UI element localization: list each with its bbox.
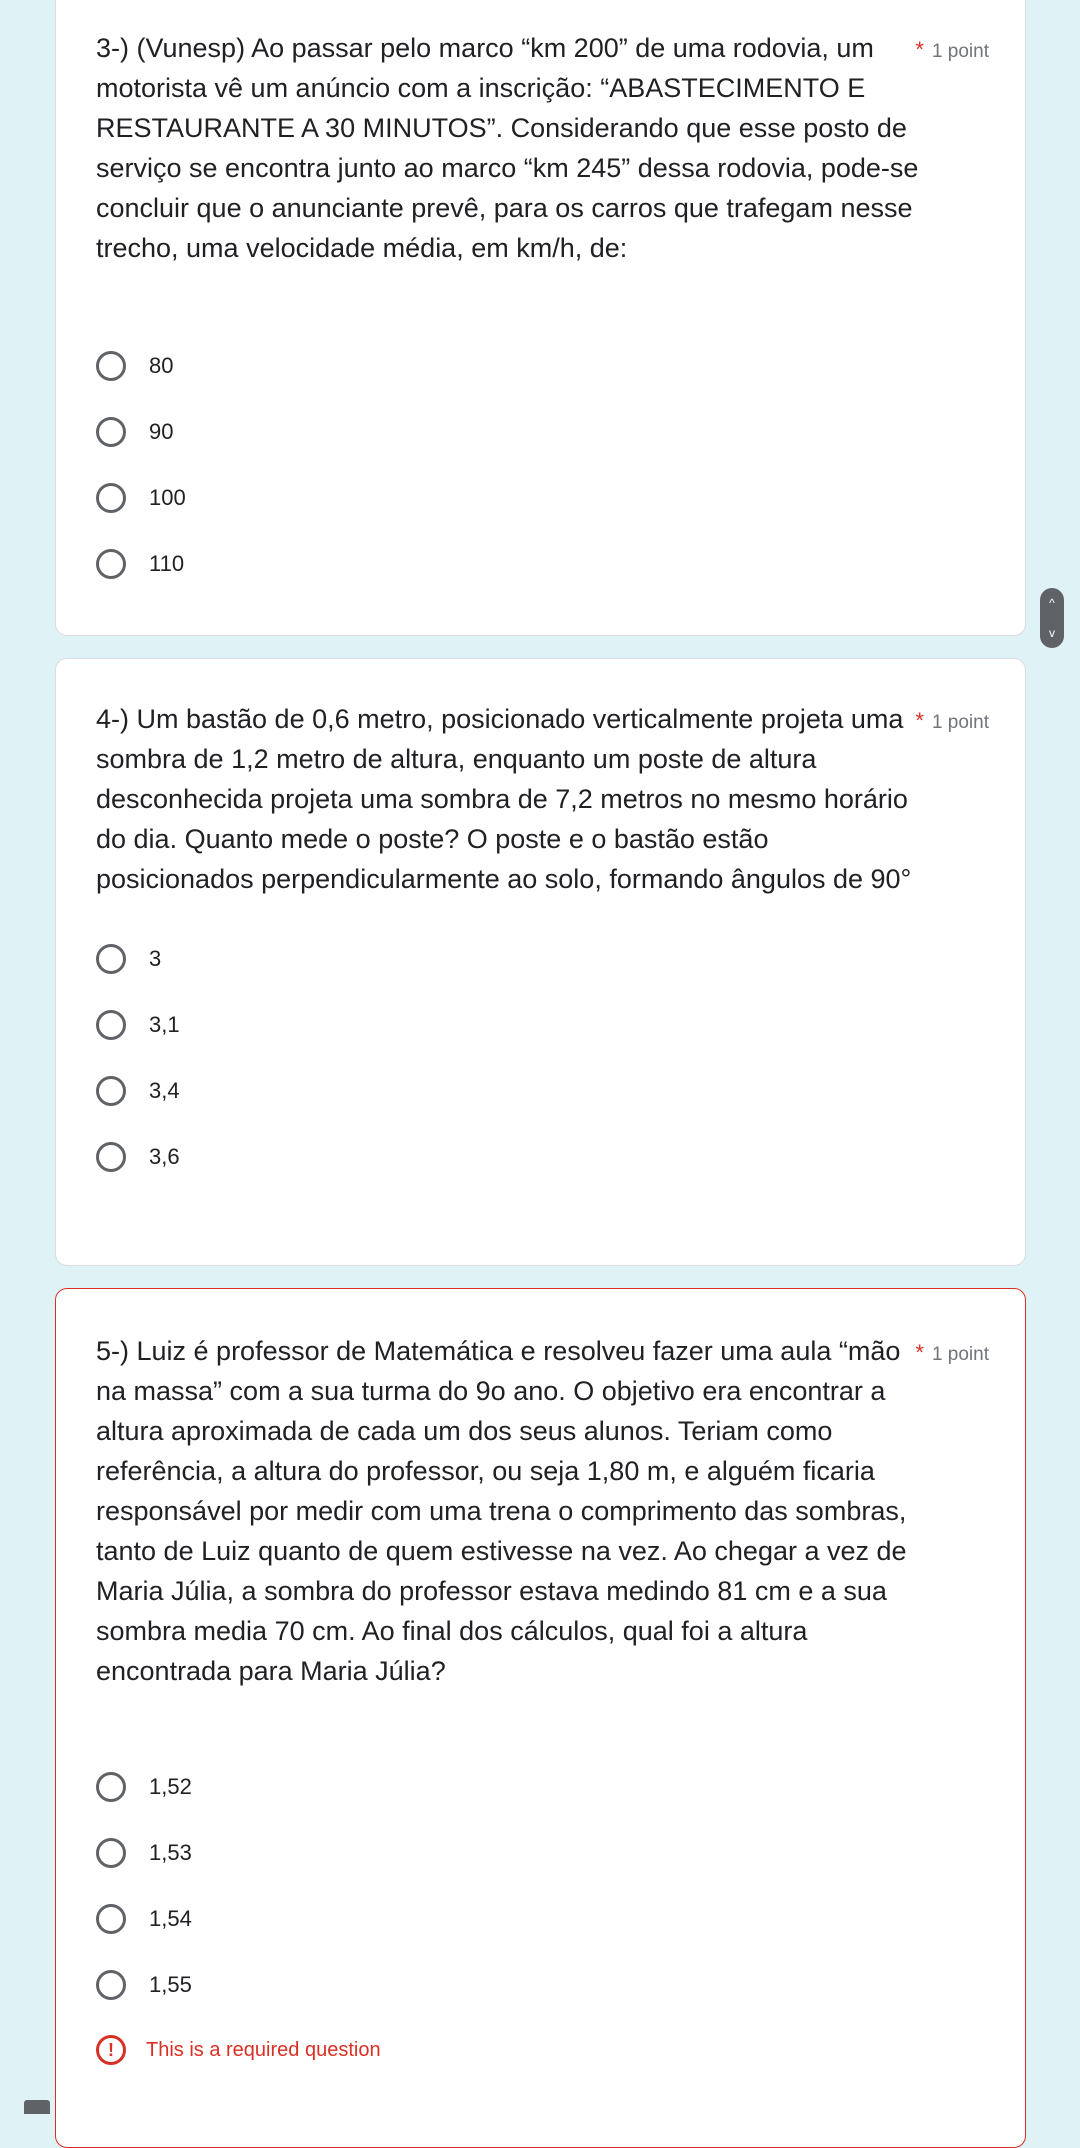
error-message: This is a required question (146, 2038, 381, 2061)
radio-button[interactable] (96, 483, 126, 513)
points-value: 1 point (931, 41, 989, 62)
option-3-4[interactable] (96, 1071, 180, 1111)
option-label: 90 (149, 419, 174, 444)
radio-button[interactable] (96, 1970, 126, 2000)
radio-button[interactable] (96, 1142, 126, 1172)
points-label (915, 1340, 989, 1366)
radio-button[interactable] (96, 549, 126, 579)
option-3[interactable] (96, 939, 161, 979)
option-1-54[interactable] (96, 1899, 192, 1939)
option-100[interactable] (96, 478, 186, 518)
option-label: 100 (149, 485, 186, 510)
option-label: 1,52 (149, 1774, 192, 1799)
option-1-55[interactable] (96, 1965, 192, 2005)
chevron-up-icon[interactable]: ^ (1049, 596, 1055, 610)
option-label: 3 (149, 946, 162, 971)
option-90[interactable] (96, 412, 173, 452)
question-card-5 (55, 1288, 1026, 2148)
question-card-4 (55, 658, 1026, 1266)
option-label: 110 (149, 551, 185, 576)
chevron-down-icon[interactable]: v (1049, 626, 1055, 640)
radio-button[interactable] (96, 351, 126, 381)
required-asterisk: * (915, 708, 924, 733)
points-label (915, 708, 989, 734)
radio-button[interactable] (96, 417, 126, 447)
option-label: 3,1 (149, 1012, 180, 1037)
option-label: 80 (149, 353, 174, 378)
radio-button[interactable] (96, 1010, 126, 1040)
option-110[interactable] (96, 544, 184, 584)
radio-button[interactable] (96, 1904, 126, 1934)
points-value: 1 point (931, 712, 989, 733)
option-3-6[interactable] (96, 1137, 180, 1177)
option-label: 1,54 (149, 1906, 192, 1931)
question-title: 4-) Um bastão de 0,6 metro, posicionado verticalmente projeta uma sombra de 1,2 metro de altura, enquanto um poste de altura desconhecida projeta uma sombra de 7,2 metros no mesmo horário do dia. Quanto mede o poste? O poste e o bastão estão posicionados perpendicularmente ao solo, formando ângulos de 90° (96, 704, 912, 894)
required-asterisk: * (915, 37, 924, 62)
question-title: 5-) Luiz é professor de Matemática e resolveu fazer uma aula “mão na massa” com a sua turma do 9o ano. O objetivo era encontrar a altura aproximada de cada um dos seus alunos. Teriam como referência, a altura do professor, ou seja 1,80 m, e alguém ficaria responsável por medir com uma trena o comprimento das sombras, tanto de Luiz quanto de quem estivesse na vez. Ao chegar a vez de Maria Júlia, a sombra do professor estava medindo 81 cm e a sua sombra media 70 cm. Ao final dos cálculos, qual foi a altura encontrada para Maria Júlia? (96, 1336, 907, 1686)
required-asterisk: * (915, 1340, 924, 1365)
option-1-53[interactable] (96, 1833, 192, 1873)
option-80[interactable] (96, 346, 173, 386)
points-label (915, 37, 989, 63)
radio-button[interactable] (96, 944, 126, 974)
radio-button[interactable] (96, 1838, 126, 1868)
option-3-1[interactable] (96, 1005, 180, 1045)
option-label: 1,53 (149, 1840, 192, 1865)
required-error (96, 2035, 381, 2065)
error-icon: ! (96, 2035, 126, 2065)
question-card-3 (55, 0, 1026, 636)
option-label: 3,6 (149, 1144, 180, 1169)
option-label: 1,55 (149, 1972, 192, 1997)
points-value: 1 point (931, 1344, 989, 1365)
radio-button[interactable] (96, 1772, 126, 1802)
option-label: 3,4 (149, 1078, 180, 1103)
question-title: 3-) (Vunesp) Ao passar pelo marco “km 200” de uma rodovia, um motorista vê um anúncio com a inscrição: “ABASTECIMENTO E RESTAURANTE A 30 MINUTOS”. Considerando que esse posto de serviço se encontra junto ao marco “km 245” dessa rodovia, pode-se concluir que o anunciante prevê, para os carros que trafegam nesse trecho, uma velocidade média, em km/h, de: (96, 33, 919, 263)
option-1-52[interactable] (96, 1767, 192, 1807)
radio-button[interactable] (96, 1076, 126, 1106)
scroll-navigator[interactable] (1040, 588, 1064, 648)
